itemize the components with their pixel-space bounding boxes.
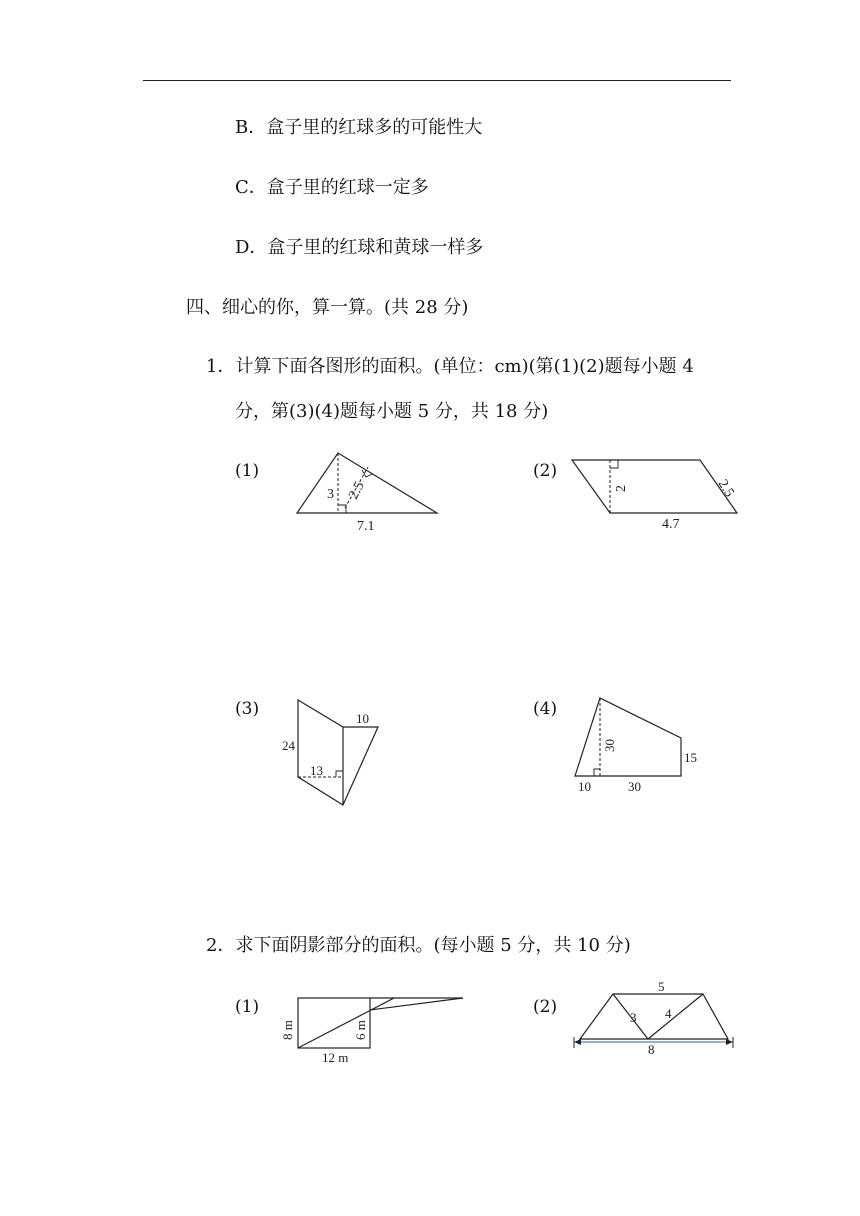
figure-3-top-label: 10 xyxy=(356,711,369,726)
figure-4-right-label: 15 xyxy=(684,750,697,765)
q2-figure-1-bottom-label: 12 m xyxy=(322,1050,349,1065)
q2-figure-1-left-label: 8 m xyxy=(280,1020,295,1040)
figure-2-side-label: 2.5 xyxy=(714,477,737,500)
figure-3-label: (3) xyxy=(235,699,260,719)
q2-figure-2-bottom-label: 8 xyxy=(648,1042,655,1057)
figure-1-height-label: 3 xyxy=(327,487,334,502)
figure-4-label: (4) xyxy=(533,699,558,719)
figure-4-base-right-label: 30 xyxy=(628,779,641,794)
option-c: C．盒子里的红球一定多 xyxy=(235,177,429,198)
figure-1-base-label: 7.1 xyxy=(357,519,375,534)
section-title: 四、细心的你，算一算。(共 28 分) xyxy=(186,297,469,318)
option-d: D．盒子里的红球和黄球一样多 xyxy=(235,237,484,258)
figure-3-left-label: 24 xyxy=(282,738,295,753)
q2-figure-2-diagram xyxy=(572,980,737,1060)
figure-1-slant-label: 2.5 xyxy=(346,479,368,502)
figure-2-parallelogram xyxy=(570,455,755,535)
q2-figure-2-a-label: 3 xyxy=(630,1010,637,1025)
question-1-line-2: 分，第(3)(4)题每小题 5 分，共 18 分) xyxy=(235,401,549,422)
question-2: 2．求下面阴影部分的面积。(每小题 5 分，共 10 分) xyxy=(206,935,631,956)
q2-figure-2-label: (2) xyxy=(533,997,558,1017)
q2-figure-2-b-label: 4 xyxy=(665,1006,672,1021)
q2-figure-1-diagram xyxy=(280,992,470,1072)
q2-figure-2-top-label: 5 xyxy=(658,979,665,994)
question-1-line-1: 1．计算下面各图形的面积。(单位：cm)(第(1)(2)题每小题 4 xyxy=(206,356,694,377)
header-rule xyxy=(143,80,731,81)
figure-2-label: (2) xyxy=(533,461,558,481)
figure-3-middle-label: 13 xyxy=(310,763,323,778)
figure-2-height-label: 2 xyxy=(614,485,629,492)
figure-3-trapezoid xyxy=(278,695,388,810)
figure-1-label: (1) xyxy=(235,461,260,481)
q2-figure-1-label: (1) xyxy=(235,997,260,1017)
figure-1-triangle xyxy=(290,448,445,538)
figure-4-height-label: 30 xyxy=(602,739,617,752)
figure-4-trapezoid xyxy=(570,692,705,797)
option-b: B．盒子里的红球多的可能性大 xyxy=(235,117,483,138)
q2-figure-1-inner-label: 6 m xyxy=(353,1020,368,1040)
figure-4-base-left-label: 10 xyxy=(578,779,591,794)
figure-2-base-label: 4.7 xyxy=(662,517,680,532)
